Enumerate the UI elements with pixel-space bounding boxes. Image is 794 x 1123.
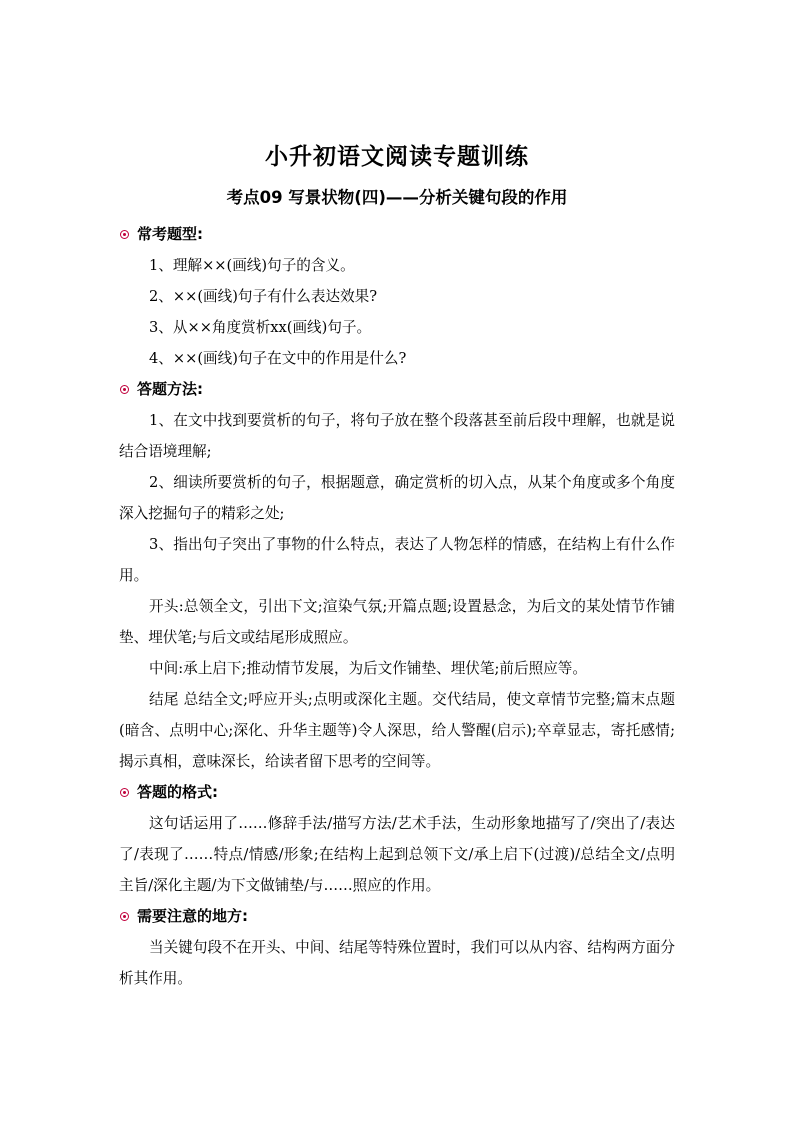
bullet-icon — [120, 912, 129, 921]
list-item: 3、从××角度赏析xx(画线)句子。 — [149, 319, 372, 336]
heading-text: 需要注意的地方: — [137, 907, 248, 925]
list-item: 2、××(画线)句子有什么表达效果? — [149, 288, 378, 305]
list-item: 1、理解××(画线)句子的含义。 — [149, 257, 355, 274]
paragraph: 当关键句段不在开头、中间、结尾等特殊位置时，我们可以从内容、结构两方面分析其作用。 — [119, 939, 675, 987]
section-heading-notes — [119, 901, 675, 932]
heading-text: 答题方法: — [137, 380, 203, 398]
document-body — [119, 219, 675, 994]
bullet-icon — [120, 788, 129, 797]
heading-text: 常考题型: — [137, 225, 203, 243]
bullet-icon — [120, 385, 129, 394]
paragraph: 中间:承上启下;推动情节发展，为后文作铺垫、埋伏笔;前后照应等。 — [149, 660, 587, 677]
paragraph: 3、指出句子突出了事物的什么特点，表达了人物怎样的情感，在结构上有什么作用。 — [119, 536, 675, 584]
paragraph: 这句话运用了……修辞手法/描写方法/艺术手法，生动形象地描写了/突出了/表达了/表现了……特点/情感/形象;在结构上起到总领下文/承上启下(过渡)/总结全文/点明主旨/深化主题/为下文做铺垫/与……照应的作用。 — [119, 815, 675, 894]
paragraph: 开头:总领全文，引出下文;渲染气氛;开篇点题;设置悬念，为后文的某处情节作铺垫、埋伏笔;与后文或结尾形成照应。 — [119, 598, 675, 646]
section-heading-format — [119, 777, 675, 808]
types-list — [119, 250, 675, 374]
list-item: 4、××(画线)句子在文中的作用是什么? — [149, 350, 407, 367]
bullet-icon — [120, 230, 129, 239]
page-subtitle: 考点09 写景状物(四)——分析关键句段的作用 — [226, 188, 568, 207]
paragraph: 结尾 总结全文;呼应开头;点明或深化主题。交代结局，使文章情节完整;篇末点题(暗含、点明中心;深化、升华主题等)令人深思，给人警醒(启示);卒章显志，寄托感情;揭示真相，意味深长，给读者留下思考的空间等。 — [119, 691, 675, 770]
section-heading-types — [119, 219, 675, 250]
paragraph: 1、在文中找到要赏析的句子，将句子放在整个段落甚至前后段中理解，也就是说结合语境理解; — [119, 412, 675, 460]
page-title: 小升初语文阅读专题训练 — [265, 144, 529, 170]
section-heading-methods — [119, 374, 675, 405]
paragraph: 2、细读所要赏析的句子，根据题意，确定赏析的切入点，从某个角度或多个角度深入挖掘句子的精彩之处; — [119, 474, 675, 522]
heading-text: 答题的格式: — [137, 783, 218, 801]
